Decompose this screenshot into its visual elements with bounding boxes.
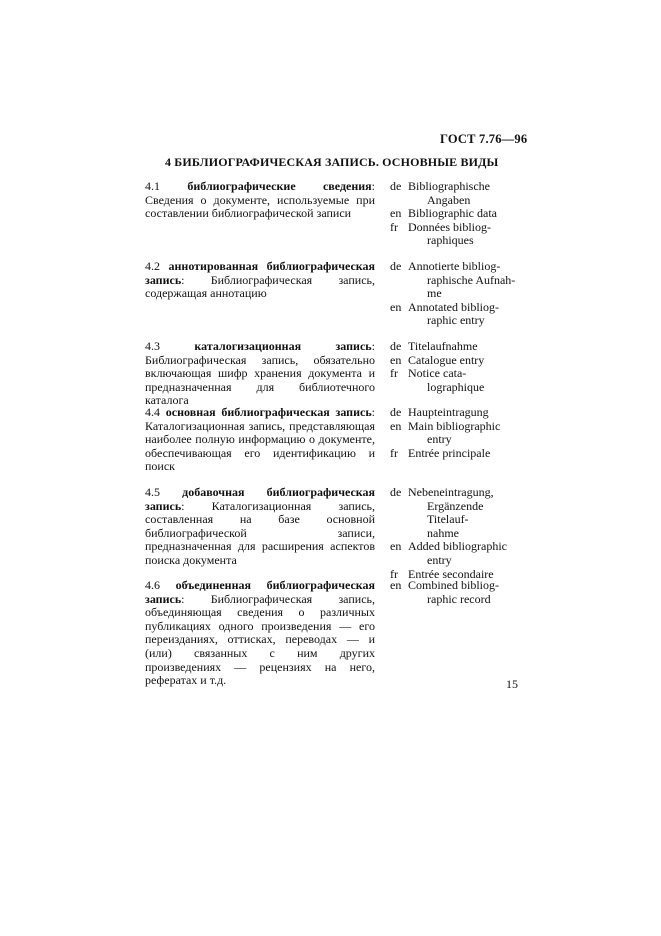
document-code: ГОСТ 7.76—96 [440,132,528,146]
translation-line: Entrée principale [408,445,491,460]
term-number: 4.5 [145,485,160,499]
definition-text: : Библиографическая запись, содержащая аннотацию [145,272,375,301]
translations [390,406,525,460]
term-name: аннотированная библиографическая запись [145,259,376,287]
lang-code: en [390,352,402,367]
translation-line: Bibliographische [408,179,490,193]
translation-line: Entrée secondaire [408,566,494,581]
translation-line: Données bibliog- [408,219,491,234]
translation-line: lographique [427,379,485,394]
translation-line: Annotierte bibliog- [408,259,501,273]
translation-line: Angaben [427,192,471,207]
translation-line: Haupteintragung [408,405,489,419]
term-definition [145,180,375,221]
translation-line: Main bibliographic [408,418,501,433]
term-definition [145,340,375,408]
lang-code: en [390,418,402,433]
translation-line: Notice cata- [408,366,467,381]
term-number: 4.2 [145,259,160,273]
lang-code: fr [390,566,398,581]
term-name: библиографические сведения [187,179,372,193]
translation-line: entry [427,552,452,567]
translation-line: raphic entry [427,313,485,328]
lang-code: de [390,259,402,273]
lang-code: de [390,339,402,353]
lang-code: de [390,485,402,499]
term-definition [145,406,375,474]
translation-line: nahme [427,525,459,540]
term-definition [145,260,375,301]
translation-line: Annotated bibliog- [408,299,499,314]
lang-code: de [390,179,402,193]
section-title: 4 БИБЛИОГРАФИЧЕСКАЯ ЗАПИСЬ. ОСНОВНЫЕ ВИДЫ [165,155,499,169]
translation-line: Combined bibliog- [408,578,499,592]
definition-text: : Библиографическая запись, обязательно включающая шифр хранения документа и предназначенная для библиотечного каталога [145,339,375,408]
translation-line: raphiques [427,233,474,248]
term-definition [145,579,375,688]
definition-text: : Библиографическая запись, объединяющая сведения о различных публикациях одного произведения — его переизданиях, оттисках, переводах — и (или) связанных с ним других произведениях — рецензиях на него, рефератах и т.д. [145,591,375,688]
translations [390,486,525,581]
lang-code: en [390,539,402,554]
lang-code: fr [390,366,398,381]
definition-text: : Каталогизационная запись, составленная на базе основной библиографической записи, предназначенная для расширения аспектов поиска документа [145,498,375,567]
translation-line: Titelaufnahme [408,339,478,353]
lang-code: en [390,299,402,314]
lang-code: en [390,206,402,221]
translation-line: Ergänzende Titelauf- [427,498,484,527]
definition-text: : Сведения о документе, используемые при составлении библиографической записи [145,179,376,221]
translations [390,260,525,328]
lang-code: en [390,578,402,592]
translation-line: Bibliographic data [408,206,497,221]
term-name: основная библиографическая запись [165,405,372,419]
term-number: 4.4 [145,405,160,419]
term-number: 4.1 [145,179,160,193]
translation-line: Added bibliographic [408,539,507,554]
translation-line: raphische Aufnah- [427,272,516,287]
translations [390,340,525,394]
term-number: 4.6 [145,578,160,592]
translation-line: me [427,286,442,301]
translation-line: Nebeneintragung, [408,485,494,499]
page-number: 15 [506,677,518,691]
translation-line: entry [427,432,452,447]
translations [390,180,525,248]
term-definition [145,486,375,568]
translations [390,579,525,606]
lang-code: fr [390,219,398,234]
translation-line: raphic record [427,591,491,606]
translation-line: Catalogue entry [408,352,485,367]
term-name: каталогизационная запись [194,339,372,353]
term-name: объединенная библиографическая запись [145,578,375,606]
definition-text: : Каталогизационная запись, представляющая наиболее полную информацию о документе, обеспечивающая его идентификацию и поиск [145,405,376,474]
lang-code: de [390,405,402,419]
lang-code: fr [390,445,398,460]
term-number: 4.3 [145,339,160,353]
term-name: добавочная библиографическая запись [145,485,375,513]
